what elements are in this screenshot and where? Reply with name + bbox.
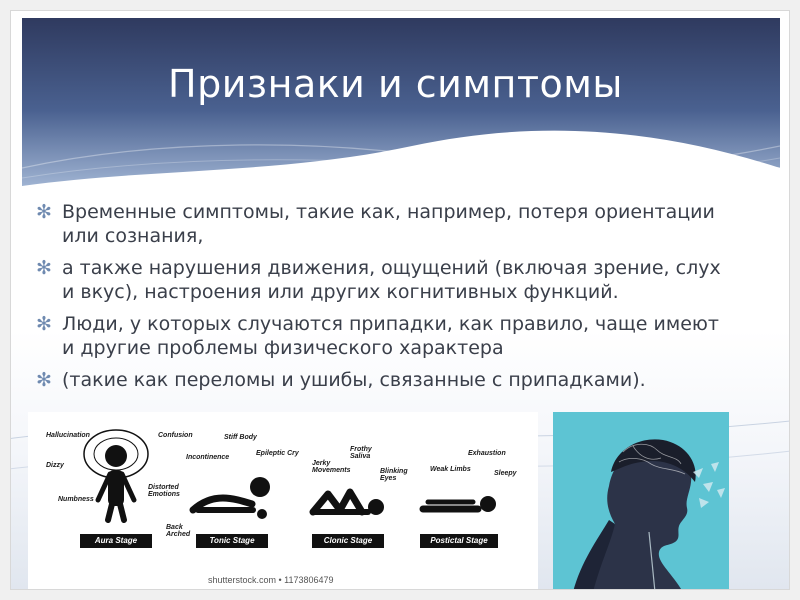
label-incontinence: Incontinence bbox=[186, 454, 230, 461]
label-dizzy: Dizzy bbox=[46, 462, 64, 469]
label-sleepy: Sleepy bbox=[494, 470, 517, 477]
label-distorted-emotions: Distorted Emotions bbox=[148, 484, 180, 498]
star-asterisk-icon: ✻ bbox=[36, 257, 52, 279]
stage-aura: Aura Stage bbox=[80, 534, 152, 548]
label-exhaustion: Exhaustion bbox=[468, 450, 506, 457]
label-hallucination: Hallucination bbox=[46, 432, 90, 439]
label-back-arched: Back Arched bbox=[166, 524, 191, 538]
label-confusion: Confusion bbox=[158, 432, 193, 439]
bullet-text: (такие как переломы и ушибы, связанные с припадками). bbox=[62, 369, 646, 391]
label-weak-limbs: Weak Limbs bbox=[430, 466, 471, 473]
stage-postictal: Postictal Stage bbox=[420, 534, 498, 548]
star-asterisk-icon: ✻ bbox=[36, 369, 52, 391]
image-credit: shutterstock.com • 1173806479 bbox=[208, 575, 334, 585]
bullet-item bbox=[36, 256, 726, 304]
label-jerky-movements: Jerky Movements bbox=[312, 460, 351, 474]
stickfigures-drawing bbox=[28, 412, 538, 590]
bullet-text: Временные симптомы, такие как, например, потеря ориентации или сознания, bbox=[62, 201, 715, 247]
label-epileptic-cry: Epileptic Cry bbox=[256, 450, 299, 457]
head-silhouette-drawing bbox=[553, 412, 729, 592]
label-frothy-saliva: Frothy Saliva bbox=[350, 446, 372, 460]
bullet-list bbox=[36, 200, 726, 400]
label-stiff-body: Stiff Body bbox=[224, 434, 257, 441]
label-blinking-eyes: Blinking Eyes bbox=[380, 468, 408, 482]
stage-tonic: Tonic Stage bbox=[196, 534, 268, 548]
bullet-item bbox=[36, 312, 726, 360]
slide-title: Признаки и симптомы bbox=[168, 62, 623, 106]
star-asterisk-icon: ✻ bbox=[36, 313, 52, 335]
head-silhouette-illustration bbox=[553, 412, 729, 592]
label-numbness: Numbness bbox=[58, 496, 94, 503]
star-asterisk-icon: ✻ bbox=[36, 201, 52, 223]
bullet-item bbox=[36, 368, 726, 392]
stage-clonic: Clonic Stage bbox=[312, 534, 384, 548]
header-wave-band bbox=[22, 18, 780, 218]
bullet-text: а также нарушения движения, ощущений (включая зрение, слух и вкус), настроения или других когнитивных функций. bbox=[62, 257, 721, 303]
bullet-text: Люди, у которых случаются припадки, как правило, чаще имеют и другие проблемы физического характера bbox=[62, 313, 719, 359]
bullet-item bbox=[36, 200, 726, 248]
seizure-stages-illustration bbox=[28, 412, 538, 590]
